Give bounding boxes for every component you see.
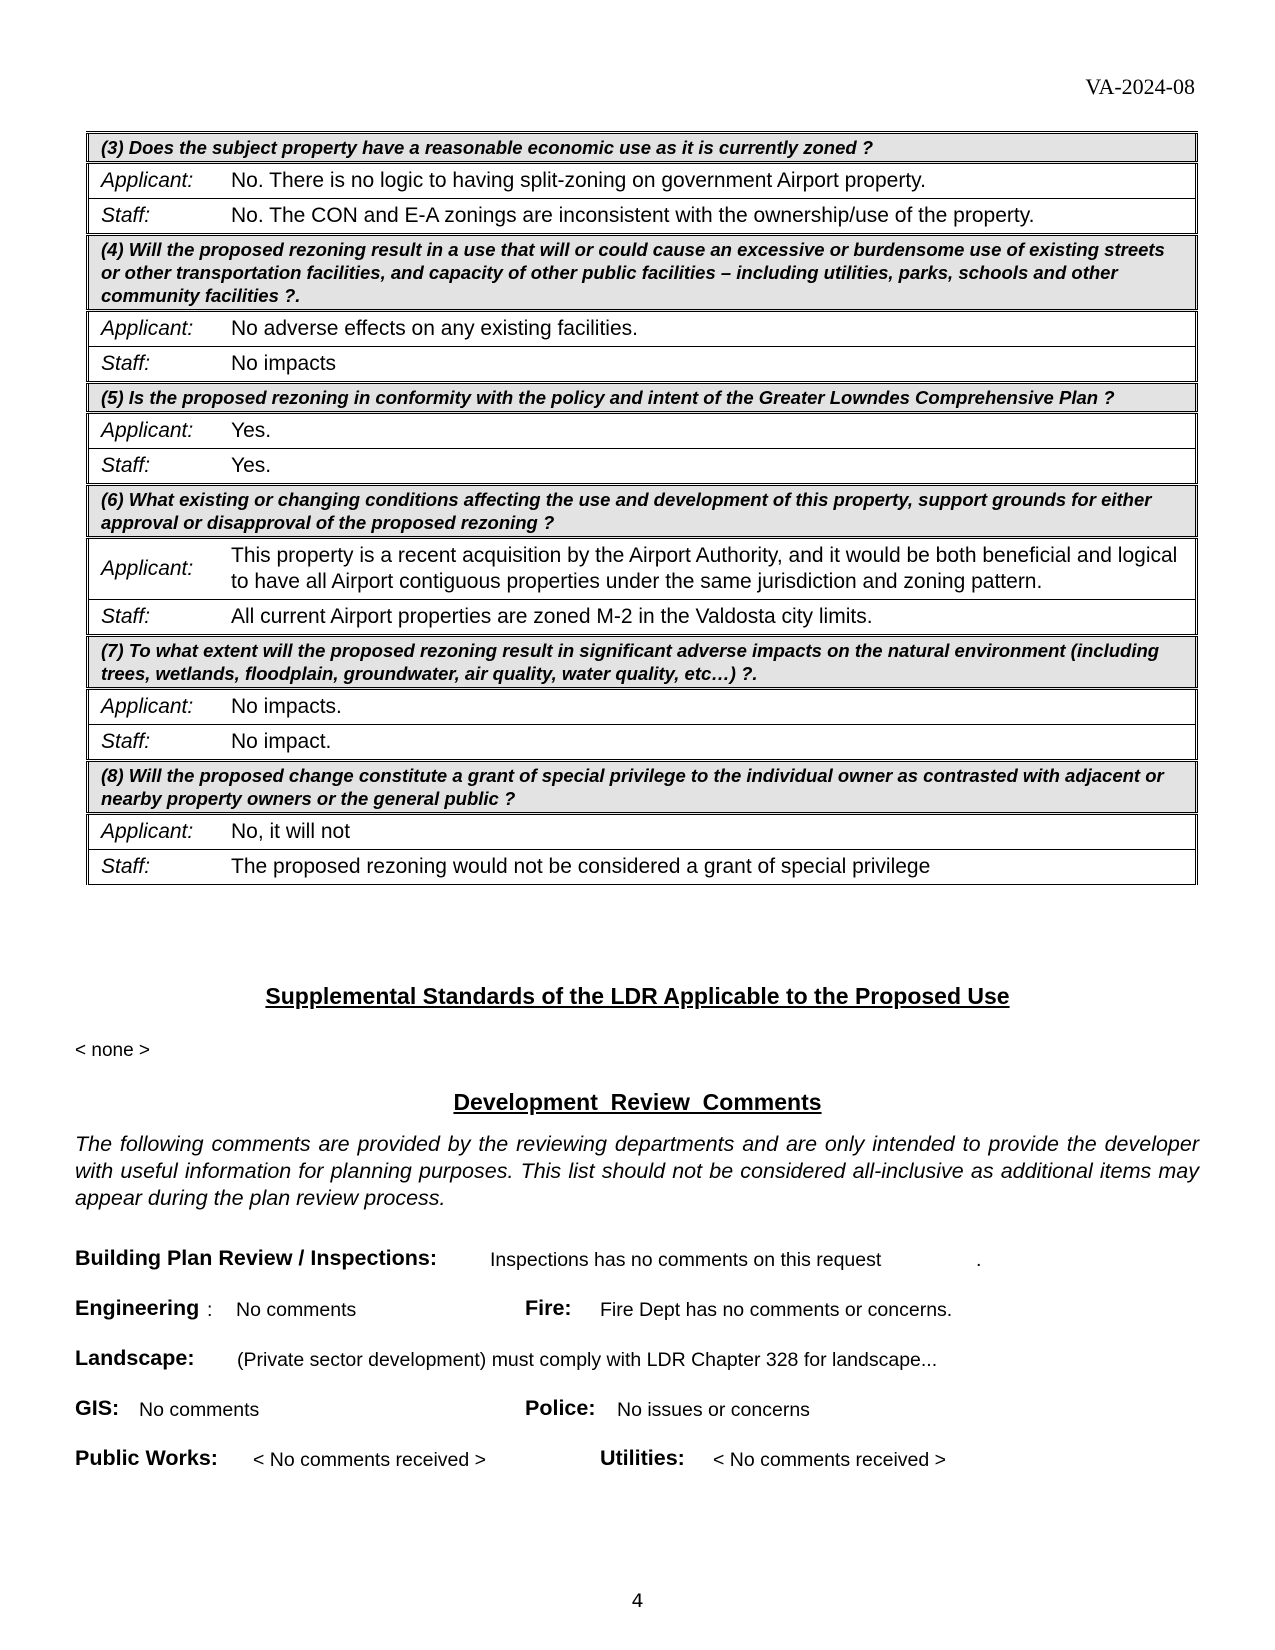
gis-comment: No comments: [139, 1399, 260, 1421]
staff-answer: The proposed rezoning would not be considered a grant of special privilege: [217, 850, 1197, 885]
applicant-answer: Yes.: [217, 413, 1197, 449]
applicant-label: Applicant:: [88, 311, 218, 347]
engineering-comment: No comments: [236, 1299, 357, 1321]
question-text: (7) To what extent will the proposed rezoning result in significant adverse impacts on the natural environment (including trees, wetlands, floodplain, groundwater, air quality, water quality, etc…) ?.: [88, 636, 1197, 689]
applicant-row: [88, 311, 1197, 347]
question-row: [88, 383, 1197, 413]
supplemental-standards-content: < none >: [75, 1040, 151, 1061]
utilities-comment: < No comments received >: [713, 1449, 947, 1471]
fire-label: Fire:: [525, 1296, 572, 1320]
question-row: [88, 636, 1197, 689]
staff-label: Staff:: [88, 199, 218, 235]
applicant-label: Applicant:: [88, 689, 218, 725]
staff-answer: No impact.: [217, 725, 1197, 761]
applicant-answer: No, it will not: [217, 814, 1197, 850]
question-row: [88, 133, 1197, 163]
development-review-heading: Development Review Comments: [453, 1089, 822, 1115]
question-text: (8) Will the proposed change constitute a grant of special privilege to the individual owner as contrasted with adjacent or nearby property owners or the general public ?: [88, 761, 1197, 814]
question-text: (5) Is the proposed rezoning in conformity with the policy and intent of the Greater Lowndes Comprehensive Plan ?: [88, 383, 1197, 413]
question-text: (4) Will the proposed rezoning result in a use that will or could cause an excessive or burdensome use of existing streets or other transportation facilities, and capacity of other public facilities – including utilities, parks, schools and other community facilities ?.: [88, 235, 1197, 311]
landscape-comment: (Private sector development) must comply with LDR Chapter 328 for landscape...: [237, 1349, 938, 1371]
staff-row: [88, 199, 1197, 235]
landscape-label: Landscape:: [75, 1346, 195, 1370]
applicant-row: [88, 413, 1197, 449]
question-text: (3) Does the subject property have a reasonable economic use as it is currently zoned ?: [88, 133, 1197, 163]
development-review-intro: The following comments are provided by the reviewing departments and are only intended to provide the developer with useful information for planning purposes. This list should not be considered all-inclusive as additional items may appear during the plan review process.: [75, 1132, 1199, 1210]
building-plan-review-label: Building Plan Review / Inspections:: [75, 1246, 437, 1270]
staff-row: [88, 347, 1197, 383]
applicant-label: Applicant:: [88, 538, 218, 600]
page-number: 4: [631, 1590, 644, 1612]
building-plan-review-trailing: .: [976, 1249, 982, 1271]
question-text: (6) What existing or changing conditions affecting the use and development of this property, support grounds for either approval or disapproval of the proposed rezoning ?: [88, 485, 1197, 538]
applicant-label: Applicant:: [88, 413, 218, 449]
applicant-answer: No impacts.: [217, 689, 1197, 725]
staff-row: [88, 850, 1197, 885]
staff-row: [88, 449, 1197, 485]
staff-label: Staff:: [88, 600, 218, 636]
staff-answer: No impacts: [217, 347, 1197, 383]
utilities-label: Utilities:: [600, 1446, 685, 1470]
question-row: [88, 761, 1197, 814]
staff-label: Staff:: [88, 347, 218, 383]
public-works-comment: < No comments received >: [253, 1449, 487, 1471]
applicant-row: [88, 814, 1197, 850]
applicant-row: [88, 538, 1197, 600]
staff-answer: Yes.: [217, 449, 1197, 485]
question-row: [88, 485, 1197, 538]
staff-row: [88, 600, 1197, 636]
applicant-label: Applicant:: [88, 163, 218, 199]
question-row: [88, 235, 1197, 311]
staff-row: [88, 725, 1197, 761]
gis-label: GIS:: [75, 1396, 120, 1420]
staff-label: Staff:: [88, 725, 218, 761]
public-works-label: Public Works:: [75, 1446, 218, 1470]
police-comment: No issues or concerns: [617, 1399, 810, 1421]
supplemental-standards-heading: Supplemental Standards of the LDR Applicable to the Proposed Use: [265, 983, 1010, 1009]
document-id: VA-2024-08: [1085, 74, 1195, 99]
engineering-label: Engineering: [75, 1296, 200, 1320]
applicant-answer: No. There is no logic to having split-zoning on government Airport property.: [217, 163, 1197, 199]
staff-label: Staff:: [88, 449, 218, 485]
staff-label: Staff:: [88, 850, 218, 885]
applicant-row: [88, 163, 1197, 199]
engineering-colon: :: [207, 1299, 213, 1321]
applicant-answer: This property is a recent acquisition by the Airport Authority, and it would be both beneficial and logical to have all Airport contiguous properties under the same jurisdiction and zoning pattern.: [217, 538, 1197, 600]
staff-answer: No. The CON and E-A zonings are inconsistent with the ownership/use of the property.: [217, 199, 1197, 235]
applicant-row: [88, 689, 1197, 725]
staff-answer: All current Airport properties are zoned M-2 in the Valdosta city limits.: [217, 600, 1197, 636]
fire-comment: Fire Dept has no comments or concerns.: [600, 1299, 953, 1321]
review-criteria-table: [86, 131, 1198, 885]
applicant-answer: No adverse effects on any existing facilities.: [217, 311, 1197, 347]
police-label: Police:: [525, 1396, 596, 1420]
building-plan-review-comment: Inspections has no comments on this request: [490, 1249, 882, 1271]
applicant-label: Applicant:: [88, 814, 218, 850]
